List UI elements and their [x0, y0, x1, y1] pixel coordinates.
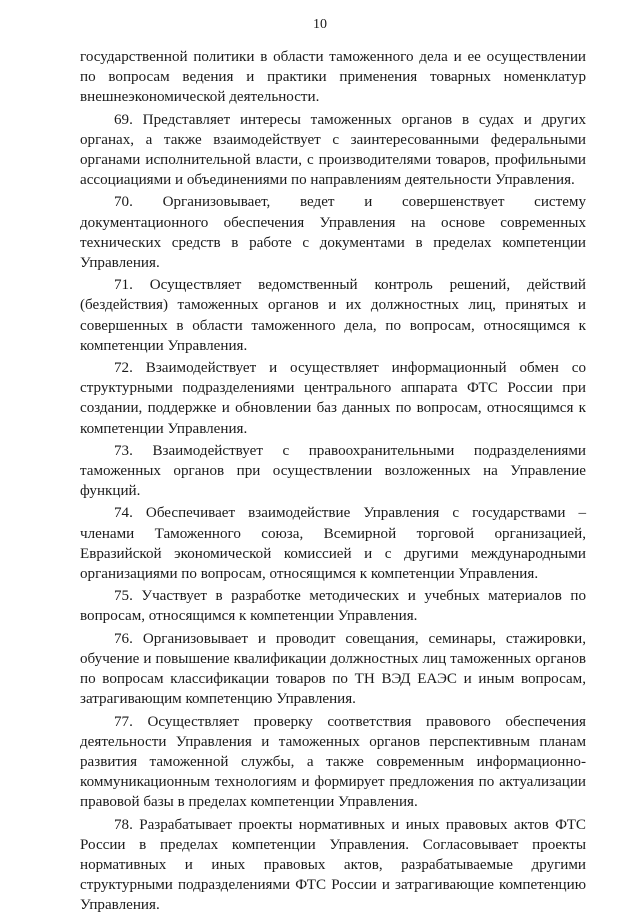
paragraph-text: Обеспечивает взаимодействие Управления с государствами – членами Таможенного союза, Всемирной торговой организацией, Евразийской экономической комиссией и с другими международными организациями по вопросам, относящимся к компетенции Управления. — [80, 505, 586, 583]
document-body — [80, 47, 586, 918]
paragraph-text: Разрабатывает проекты нормативных и иных правовых актов ФТС России в пределах компетенции Управления. Согласовывает проекты нормативных и иных правовых актов, разрабатываемые другими структурными подразделениями ФТС России и затрагивающие компетенцию Управления. — [80, 816, 586, 914]
paragraph-text: Взаимодействует и осуществляет информационный обмен со структурными подразделениями центрального аппарата ФТС России при создании, поддержке и обновлении баз данных по вопросам, относящимся к компетенции Управления. — [80, 360, 586, 437]
page-number: 10 — [313, 17, 327, 32]
paragraph-73 — [80, 441, 586, 502]
paragraph-text: Представляет интересы таможенных органов в судах и других органах, а также взаимодействует с заинтересованными федеральными органами исполнительной власти, с производителями товаров, профильными ассоциациями и объединениями по направлениям деятельности Управления. — [80, 111, 586, 189]
paragraph-text: государственной политики в области таможенного дела и ее осуществлении по вопросам ведения и практики применения товарных номенклатур внешнеэкономической деятельности. — [80, 49, 586, 106]
paragraph-77 — [80, 712, 586, 813]
paragraph-text: Взаимодействует с правоохранительными подразделениями таможенных органов при осуществлении возложенных на Управление функций. — [80, 442, 586, 500]
paragraph-75 — [80, 586, 586, 626]
paragraph-74 — [80, 503, 586, 584]
paragraph-number: 76. — [114, 630, 133, 647]
paragraph-continuation — [80, 47, 586, 108]
paragraph-70 — [80, 192, 586, 273]
paragraph-text: Организовывает и проводит совещания, семинары, стажировки, обучение и повышение квалификации должностных лиц таможенных органов по вопросам классификации товаров по ТН ВЭД ЕАЭС и иным вопросам, затрагивающим компетенцию Управления. — [80, 630, 586, 708]
paragraph-number: 77. — [114, 713, 133, 730]
paragraph-78 — [80, 815, 586, 916]
paragraph-number: 72. — [114, 360, 133, 377]
paragraph-text: Осуществляет проверку соответствия правового обеспечения деятельности Управления и таможенных органов перспективным планам развития таможенной службы, а также современным информационно-коммуникационным технологиям и формирует предложения по актуализации правовой базы в пределах компетенции Управления. — [80, 713, 586, 811]
paragraph-number: 78. — [114, 816, 133, 833]
paragraph-number: 74. — [114, 505, 133, 522]
paragraph-text: Организовывает, ведет и совершенствует систему документационного обеспечения Управления на основе современных технических средств в работе с документами в пределах компетенции Управления. — [80, 194, 586, 272]
paragraph-number: 73. — [114, 442, 133, 459]
paragraph-number: 75. — [114, 588, 133, 605]
paragraph-69 — [80, 110, 586, 191]
paragraph-number: 71. — [114, 277, 133, 294]
paragraph-71 — [80, 275, 586, 356]
paragraph-72 — [80, 358, 586, 439]
paragraph-text: Участвует в разработке методических и учебных материалов по вопросам, относящимся к компетенции Управления. — [80, 588, 586, 625]
paragraph-text: Осуществляет ведомственный контроль решений, действий (бездействия) таможенных органов и их должностных лиц, принятых и совершенных в области таможенного дела, по вопросам, относящимся к компетенции Управления. — [80, 277, 587, 354]
paragraph-number: 70. — [114, 194, 133, 211]
paragraph-number: 69. — [114, 111, 133, 128]
paragraph-76 — [80, 629, 586, 710]
